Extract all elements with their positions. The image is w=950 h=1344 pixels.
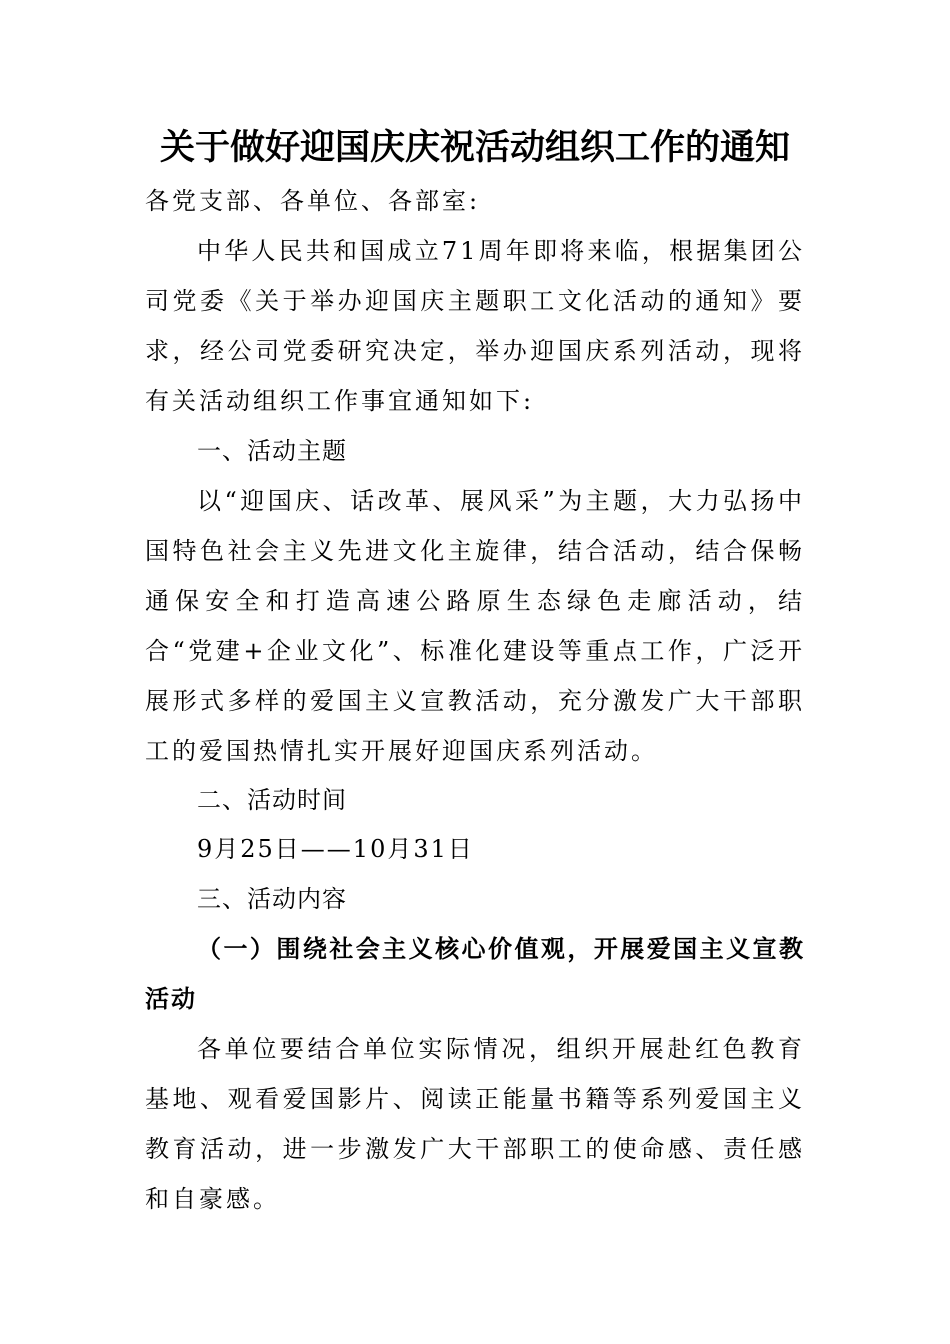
salutation: 各党支部、各单位、各部室: bbox=[145, 187, 481, 215]
subsection-1-body: 各单位要结合单位实际情况，组织开展赴红色教育基地、观看爱国影片、阅读正能量书籍等系列爱国主义教育活动，进一步激发广大干部职工的使命感、责任感和自豪感。 bbox=[145, 1035, 805, 1213]
section-3-heading: 三、活动内容 bbox=[197, 885, 347, 913]
section-1-body: 以“迎国庆、话改革、展风采”为主题，大力弘扬中国特色社会主义先进文化主旋律，结合活动，结合保畅通保安全和打造高速公路原生态绿色走廊活动，结合“党建+企业文化”、标准化建设等重点工作，广泛开展形式多样的爱国主义宣教活动，充分激发广大干部职工的爱国热情扎实开展好迎国庆系列活动。 bbox=[145, 487, 805, 765]
section-2-heading: 二、活动时间 bbox=[197, 786, 347, 814]
section-1-heading: 一、活动主题 bbox=[197, 437, 347, 465]
document-title: 关于做好迎国庆庆祝活动组织工作的通知 bbox=[159, 127, 790, 168]
subsection-1-heading: （一）围绕社会主义核心价值观，开展爱国主义宣教活动 bbox=[145, 935, 805, 1013]
section-2-body: 9月25日——10月31日 bbox=[197, 835, 474, 863]
intro-paragraph: 中华人民共和国成立71周年即将来临，根据集团公司党委《关于举办迎国庆主题职工文化活动的通知》要求，经公司党委研究决定，举办迎国庆系列活动，现将有关活动组织工作事宜通知如下: bbox=[145, 237, 805, 415]
